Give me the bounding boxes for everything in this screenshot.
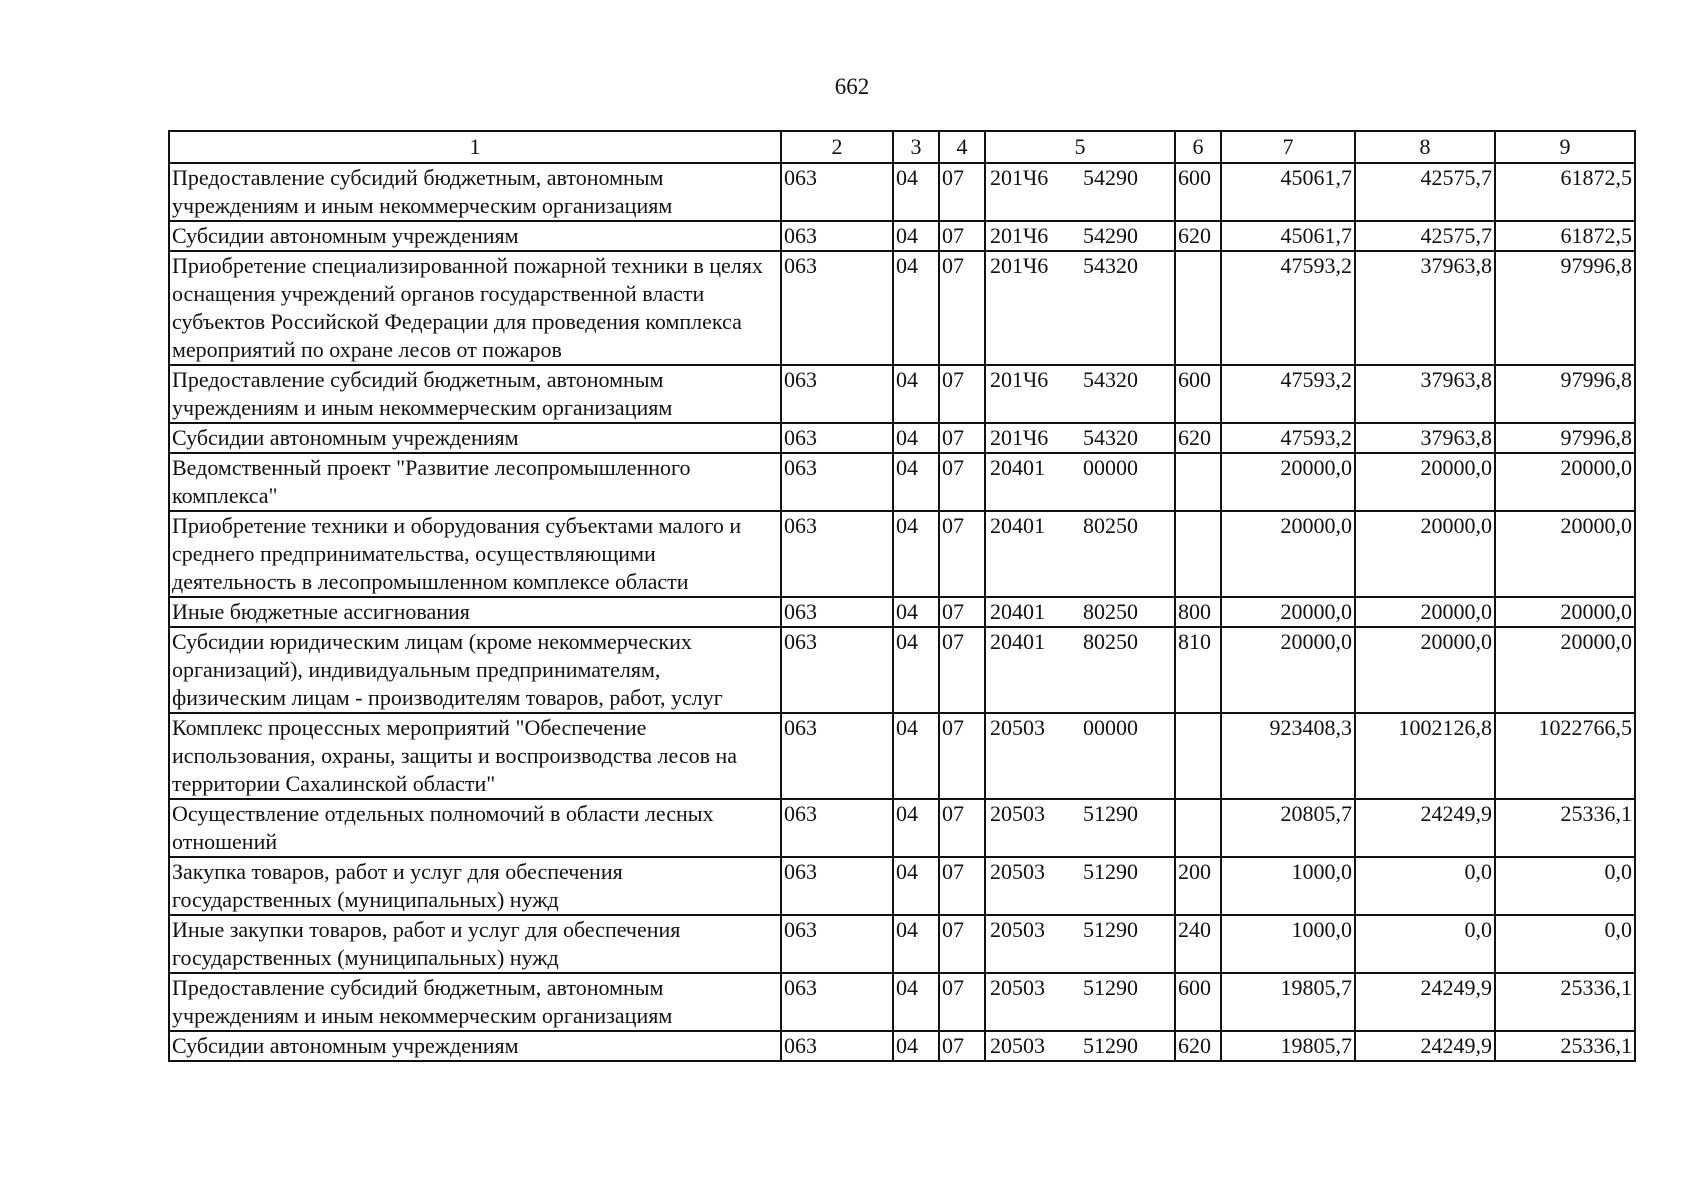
row-value-8: 20000,0 bbox=[1355, 597, 1495, 627]
row-name: Предоставление субсидий бюджетным, автономным учреждениям и иным некоммерческим организациям bbox=[169, 973, 781, 1031]
table-row bbox=[169, 423, 1635, 453]
row-value-9: 20000,0 bbox=[1495, 511, 1635, 597]
row-value-9: 97996,8 bbox=[1495, 365, 1635, 423]
row-value-8: 1002126,8 bbox=[1355, 713, 1495, 799]
row-subsection: 07 bbox=[939, 511, 985, 597]
row-grbs: 063 bbox=[781, 251, 893, 365]
row-value-8: 20000,0 bbox=[1355, 453, 1495, 511]
table-row bbox=[169, 453, 1635, 511]
row-value-9: 61872,5 bbox=[1495, 221, 1635, 251]
row-name: Предоставление субсидий бюджетным, автономным учреждениям и иным некоммерческим организациям bbox=[169, 163, 781, 221]
row-section: 04 bbox=[893, 597, 939, 627]
row-target-article-program: 20401 bbox=[990, 455, 1045, 480]
row-subsection: 07 bbox=[939, 973, 985, 1031]
col-header-1: 1 bbox=[169, 131, 781, 163]
col-header-5: 5 bbox=[985, 131, 1175, 163]
row-value-9: 25336,1 bbox=[1495, 799, 1635, 857]
row-target-article-direction: 54320 bbox=[1083, 367, 1138, 392]
row-target-article-direction: 54320 bbox=[1083, 253, 1138, 278]
row-subsection: 07 bbox=[939, 251, 985, 365]
row-value-8: 0,0 bbox=[1355, 857, 1495, 915]
row-value-7: 45061,7 bbox=[1221, 163, 1355, 221]
table-row bbox=[169, 713, 1635, 799]
row-target-article-direction: 54320 bbox=[1083, 425, 1138, 450]
row-target-article bbox=[985, 799, 1175, 857]
page-number: 662 bbox=[834, 74, 870, 99]
row-name: Иные бюджетные ассигнования bbox=[169, 597, 781, 627]
col-header-6: 6 bbox=[1175, 131, 1221, 163]
row-value-8: 37963,8 bbox=[1355, 365, 1495, 423]
row-target-article-program: 20401 bbox=[990, 599, 1045, 624]
row-target-article bbox=[985, 423, 1175, 453]
row-value-9: 25336,1 bbox=[1495, 973, 1635, 1031]
row-name: Предоставление субсидий бюджетным, автономным учреждениям и иным некоммерческим организациям bbox=[169, 365, 781, 423]
row-target-article-program: 20503 bbox=[990, 715, 1045, 740]
row-target-article bbox=[985, 1031, 1175, 1061]
row-value-7: 45061,7 bbox=[1221, 221, 1355, 251]
row-target-article-direction: 51290 bbox=[1083, 801, 1138, 826]
row-grbs: 063 bbox=[781, 511, 893, 597]
header-row bbox=[169, 131, 1635, 163]
row-value-7: 20805,7 bbox=[1221, 799, 1355, 857]
table-row bbox=[169, 251, 1635, 365]
row-target-article-program: 20503 bbox=[990, 917, 1045, 942]
row-expense-type: 600 bbox=[1175, 365, 1221, 423]
row-value-7: 47593,2 bbox=[1221, 423, 1355, 453]
row-target-article-program: 20503 bbox=[990, 975, 1045, 1000]
row-target-article-program: 201Ч6 bbox=[990, 367, 1049, 392]
row-grbs: 063 bbox=[781, 713, 893, 799]
row-target-article bbox=[985, 163, 1175, 221]
table-row bbox=[169, 915, 1635, 973]
row-target-article bbox=[985, 915, 1175, 973]
row-name: Субсидии автономным учреждениям bbox=[169, 221, 781, 251]
row-target-article-direction: 51290 bbox=[1083, 859, 1138, 884]
row-grbs: 063 bbox=[781, 973, 893, 1031]
table-row bbox=[169, 857, 1635, 915]
row-grbs: 063 bbox=[781, 857, 893, 915]
row-section: 04 bbox=[893, 453, 939, 511]
table-row bbox=[169, 973, 1635, 1031]
row-value-7: 20000,0 bbox=[1221, 453, 1355, 511]
row-target-article bbox=[985, 365, 1175, 423]
row-expense-type: 600 bbox=[1175, 163, 1221, 221]
row-target-article-direction: 54290 bbox=[1083, 223, 1138, 248]
row-subsection: 07 bbox=[939, 1031, 985, 1061]
row-section: 04 bbox=[893, 423, 939, 453]
row-value-8: 24249,9 bbox=[1355, 799, 1495, 857]
row-section: 04 bbox=[893, 799, 939, 857]
row-target-article bbox=[985, 627, 1175, 713]
row-subsection: 07 bbox=[939, 597, 985, 627]
row-value-8: 42575,7 bbox=[1355, 163, 1495, 221]
row-grbs: 063 bbox=[781, 627, 893, 713]
row-target-article bbox=[985, 973, 1175, 1031]
row-subsection: 07 bbox=[939, 365, 985, 423]
row-target-article-direction: 80250 bbox=[1083, 599, 1138, 624]
row-grbs: 063 bbox=[781, 799, 893, 857]
table-body bbox=[169, 163, 1635, 1061]
row-value-9: 25336,1 bbox=[1495, 1031, 1635, 1061]
row-value-8: 37963,8 bbox=[1355, 251, 1495, 365]
row-subsection: 07 bbox=[939, 799, 985, 857]
row-value-8: 42575,7 bbox=[1355, 221, 1495, 251]
row-value-8: 20000,0 bbox=[1355, 511, 1495, 597]
row-target-article bbox=[985, 597, 1175, 627]
row-grbs: 063 bbox=[781, 597, 893, 627]
row-value-8: 0,0 bbox=[1355, 915, 1495, 973]
col-header-3: 3 bbox=[893, 131, 939, 163]
col-header-9: 9 bbox=[1495, 131, 1635, 163]
row-value-7: 923408,3 bbox=[1221, 713, 1355, 799]
row-value-9: 61872,5 bbox=[1495, 163, 1635, 221]
row-target-article bbox=[985, 221, 1175, 251]
row-section: 04 bbox=[893, 973, 939, 1031]
row-expense-type: 620 bbox=[1175, 1031, 1221, 1061]
row-target-article bbox=[985, 251, 1175, 365]
row-expense-type: 200 bbox=[1175, 857, 1221, 915]
row-value-7: 20000,0 bbox=[1221, 627, 1355, 713]
row-subsection: 07 bbox=[939, 627, 985, 713]
row-value-7: 47593,2 bbox=[1221, 251, 1355, 365]
row-value-7: 1000,0 bbox=[1221, 915, 1355, 973]
row-target-article-direction: 54290 bbox=[1083, 165, 1138, 190]
row-target-article-program: 20503 bbox=[990, 1033, 1045, 1058]
row-value-7: 20000,0 bbox=[1221, 511, 1355, 597]
row-subsection: 07 bbox=[939, 453, 985, 511]
row-name: Приобретение специализированной пожарной техники в целях оснащения учреждений органов государственной власти субъектов Российской Федерации для проведения комплекса мероприятий по охране лесов от пожаров bbox=[169, 251, 781, 365]
row-subsection: 07 bbox=[939, 857, 985, 915]
row-value-9: 0,0 bbox=[1495, 857, 1635, 915]
row-target-article-program: 201Ч6 bbox=[990, 223, 1049, 248]
row-expense-type: 800 bbox=[1175, 597, 1221, 627]
row-target-article-program: 201Ч6 bbox=[990, 253, 1049, 278]
row-target-article-direction: 00000 bbox=[1083, 455, 1138, 480]
row-value-8: 24249,9 bbox=[1355, 973, 1495, 1031]
col-header-4: 4 bbox=[939, 131, 985, 163]
row-expense-type: 810 bbox=[1175, 627, 1221, 713]
row-value-9: 1022766,5 bbox=[1495, 713, 1635, 799]
row-value-8: 24249,9 bbox=[1355, 1031, 1495, 1061]
row-grbs: 063 bbox=[781, 365, 893, 423]
row-section: 04 bbox=[893, 511, 939, 597]
row-expense-type bbox=[1175, 511, 1221, 597]
row-expense-type: 240 bbox=[1175, 915, 1221, 973]
row-target-article-direction: 51290 bbox=[1083, 1033, 1138, 1058]
row-value-9: 20000,0 bbox=[1495, 453, 1635, 511]
row-subsection: 07 bbox=[939, 713, 985, 799]
row-expense-type: 620 bbox=[1175, 221, 1221, 251]
row-name: Субсидии автономным учреждениям bbox=[169, 1031, 781, 1061]
table-row bbox=[169, 627, 1635, 713]
row-expense-type: 600 bbox=[1175, 973, 1221, 1031]
row-value-9: 97996,8 bbox=[1495, 423, 1635, 453]
row-name: Ведомственный проект "Развитие лесопромышленного комплекса" bbox=[169, 453, 781, 511]
row-section: 04 bbox=[893, 857, 939, 915]
row-target-article-direction: 51290 bbox=[1083, 917, 1138, 942]
row-section: 04 bbox=[893, 163, 939, 221]
row-section: 04 bbox=[893, 251, 939, 365]
row-name: Иные закупки товаров, работ и услуг для обеспечения государственных (муниципальных) нужд bbox=[169, 915, 781, 973]
row-name: Осуществление отдельных полномочий в области лесных отношений bbox=[169, 799, 781, 857]
row-target-article bbox=[985, 857, 1175, 915]
row-value-9: 20000,0 bbox=[1495, 597, 1635, 627]
table-row bbox=[169, 597, 1635, 627]
row-target-article bbox=[985, 713, 1175, 799]
row-target-article-program: 20401 bbox=[990, 513, 1045, 538]
row-section: 04 bbox=[893, 627, 939, 713]
row-target-article-program: 20503 bbox=[990, 801, 1045, 826]
table-row bbox=[169, 799, 1635, 857]
table-row bbox=[169, 511, 1635, 597]
row-value-7: 19805,7 bbox=[1221, 1031, 1355, 1061]
row-value-7: 47593,2 bbox=[1221, 365, 1355, 423]
row-subsection: 07 bbox=[939, 423, 985, 453]
row-target-article-program: 20503 bbox=[990, 859, 1045, 884]
row-target-article-direction: 51290 bbox=[1083, 975, 1138, 1000]
row-section: 04 bbox=[893, 365, 939, 423]
row-value-9: 20000,0 bbox=[1495, 627, 1635, 713]
row-section: 04 bbox=[893, 221, 939, 251]
col-header-8: 8 bbox=[1355, 131, 1495, 163]
row-section: 04 bbox=[893, 915, 939, 973]
table-row bbox=[169, 163, 1635, 221]
row-value-9: 0,0 bbox=[1495, 915, 1635, 973]
row-expense-type bbox=[1175, 799, 1221, 857]
row-name: Закупка товаров, работ и услуг для обеспечения государственных (муниципальных) нужд bbox=[169, 857, 781, 915]
row-value-7: 1000,0 bbox=[1221, 857, 1355, 915]
row-name: Субсидии юридическим лицам (кроме некоммерческих организаций), индивидуальным предпринимателям, физическим лицам - производителям товаров, работ, услуг bbox=[169, 627, 781, 713]
row-value-8: 37963,8 bbox=[1355, 423, 1495, 453]
row-section: 04 bbox=[893, 713, 939, 799]
row-target-article-direction: 80250 bbox=[1083, 629, 1138, 654]
budget-table bbox=[168, 130, 1636, 1062]
row-target-article bbox=[985, 511, 1175, 597]
row-section: 04 bbox=[893, 1031, 939, 1061]
row-target-article-program: 201Ч6 bbox=[990, 425, 1049, 450]
row-name: Приобретение техники и оборудования субъектами малого и среднего предпринимательства, осуществляющими деятельность в лесопромышленном комплексе области bbox=[169, 511, 781, 597]
row-target-article-direction: 00000 bbox=[1083, 715, 1138, 740]
row-subsection: 07 bbox=[939, 915, 985, 973]
row-grbs: 063 bbox=[781, 221, 893, 251]
row-expense-type: 620 bbox=[1175, 423, 1221, 453]
row-expense-type bbox=[1175, 251, 1221, 365]
row-subsection: 07 bbox=[939, 221, 985, 251]
row-value-7: 20000,0 bbox=[1221, 597, 1355, 627]
row-subsection: 07 bbox=[939, 163, 985, 221]
table-row bbox=[169, 221, 1635, 251]
row-grbs: 063 bbox=[781, 1031, 893, 1061]
row-expense-type bbox=[1175, 453, 1221, 511]
row-grbs: 063 bbox=[781, 453, 893, 511]
row-value-9: 97996,8 bbox=[1495, 251, 1635, 365]
row-target-article bbox=[985, 453, 1175, 511]
row-name: Субсидии автономным учреждениям bbox=[169, 423, 781, 453]
col-header-7: 7 bbox=[1221, 131, 1355, 163]
row-grbs: 063 bbox=[781, 423, 893, 453]
row-name: Комплекс процессных мероприятий "Обеспечение использования, охраны, защиты и воспроизводства лесов на территории Сахалинской области" bbox=[169, 713, 781, 799]
row-grbs: 063 bbox=[781, 915, 893, 973]
row-target-article-direction: 80250 bbox=[1083, 513, 1138, 538]
table-row bbox=[169, 1031, 1635, 1061]
col-header-2: 2 bbox=[781, 131, 893, 163]
row-value-7: 19805,7 bbox=[1221, 973, 1355, 1031]
row-value-8: 20000,0 bbox=[1355, 627, 1495, 713]
row-target-article-program: 201Ч6 bbox=[990, 165, 1049, 190]
table-row bbox=[169, 365, 1635, 423]
row-grbs: 063 bbox=[781, 163, 893, 221]
row-expense-type bbox=[1175, 713, 1221, 799]
row-target-article-program: 20401 bbox=[990, 629, 1045, 654]
